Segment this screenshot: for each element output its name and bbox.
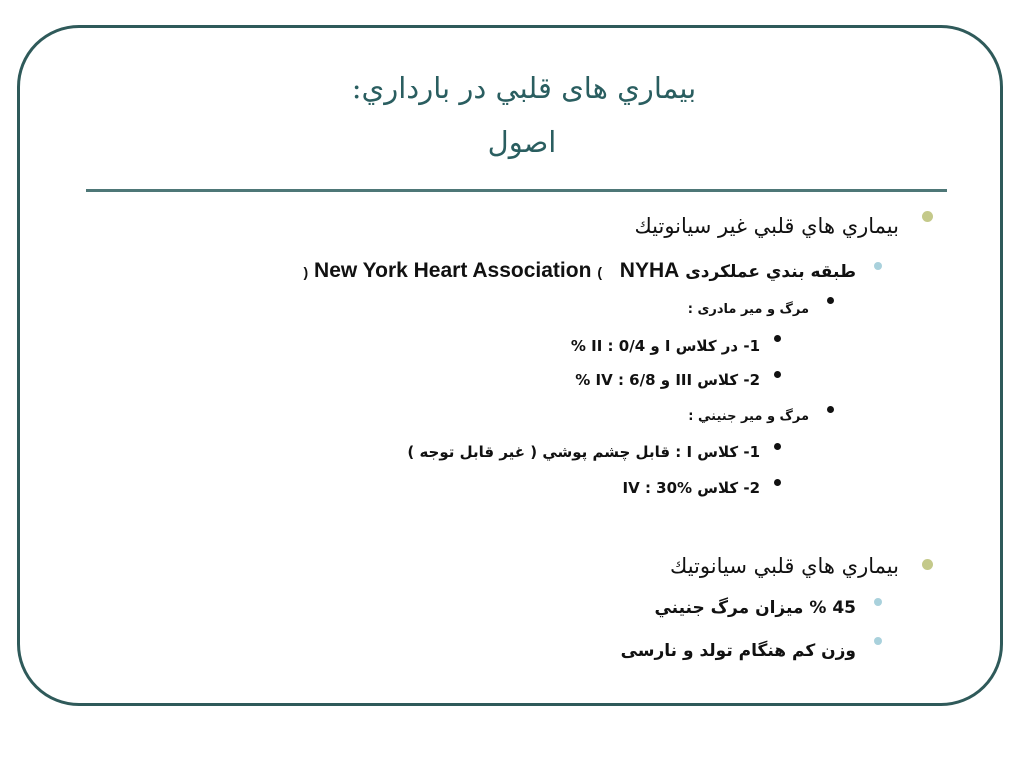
level4-bullet	[774, 371, 781, 378]
level4-bullet	[774, 479, 781, 486]
nyha-classification-line	[303, 259, 856, 283]
title-divider	[86, 189, 947, 192]
slide-title: بيماري های قلبي در بارداري:	[351, 71, 697, 105]
fetal-mortality-label: مرگ و مير جنيني :	[688, 409, 809, 424]
classification-label: طبقه بندي عملكردی	[685, 262, 856, 282]
level4-bullet	[774, 335, 781, 342]
level2-bullet	[874, 598, 882, 606]
fetal-class-4: 2- كلاس IV : 30%	[622, 479, 760, 497]
acyanotic-heading: بيماري هاي قلبي غير سيانوتيك	[634, 214, 899, 238]
level3-bullet	[827, 297, 834, 304]
fetal-death-rate: 45 % ميزان مرگ جنيني	[654, 598, 856, 618]
level1-bullet	[922, 211, 933, 222]
slide-subtitle: اصول	[487, 125, 557, 159]
low-birth-weight: وزن كم هنگام تولد و نارسی	[620, 641, 856, 661]
maternal-mortality-label: مرگ و مير مادری :	[687, 302, 809, 317]
paren-open: (	[597, 264, 603, 280]
level4-bullet	[774, 443, 781, 450]
level1-bullet	[922, 559, 933, 570]
level2-bullet	[874, 262, 882, 270]
paren-close: )	[303, 264, 309, 280]
nyha-abbr: NYHA	[619, 259, 680, 282]
maternal-class-1-2: 1- در كلاس I و II : 0/4 %	[570, 337, 760, 355]
maternal-class-3-4: 2- كلاس III و IV : 6/8 %	[575, 371, 760, 389]
cyanotic-heading: بيماري هاي قلبي سيانوتيك	[670, 554, 899, 578]
level2-bullet	[874, 637, 882, 645]
nyha-full-name: New York Heart Association	[314, 259, 592, 282]
level3-bullet	[827, 406, 834, 413]
fetal-class-1: 1- كلاس I : قابل چشم پوشي ( غير قابل توجه )	[407, 443, 760, 461]
